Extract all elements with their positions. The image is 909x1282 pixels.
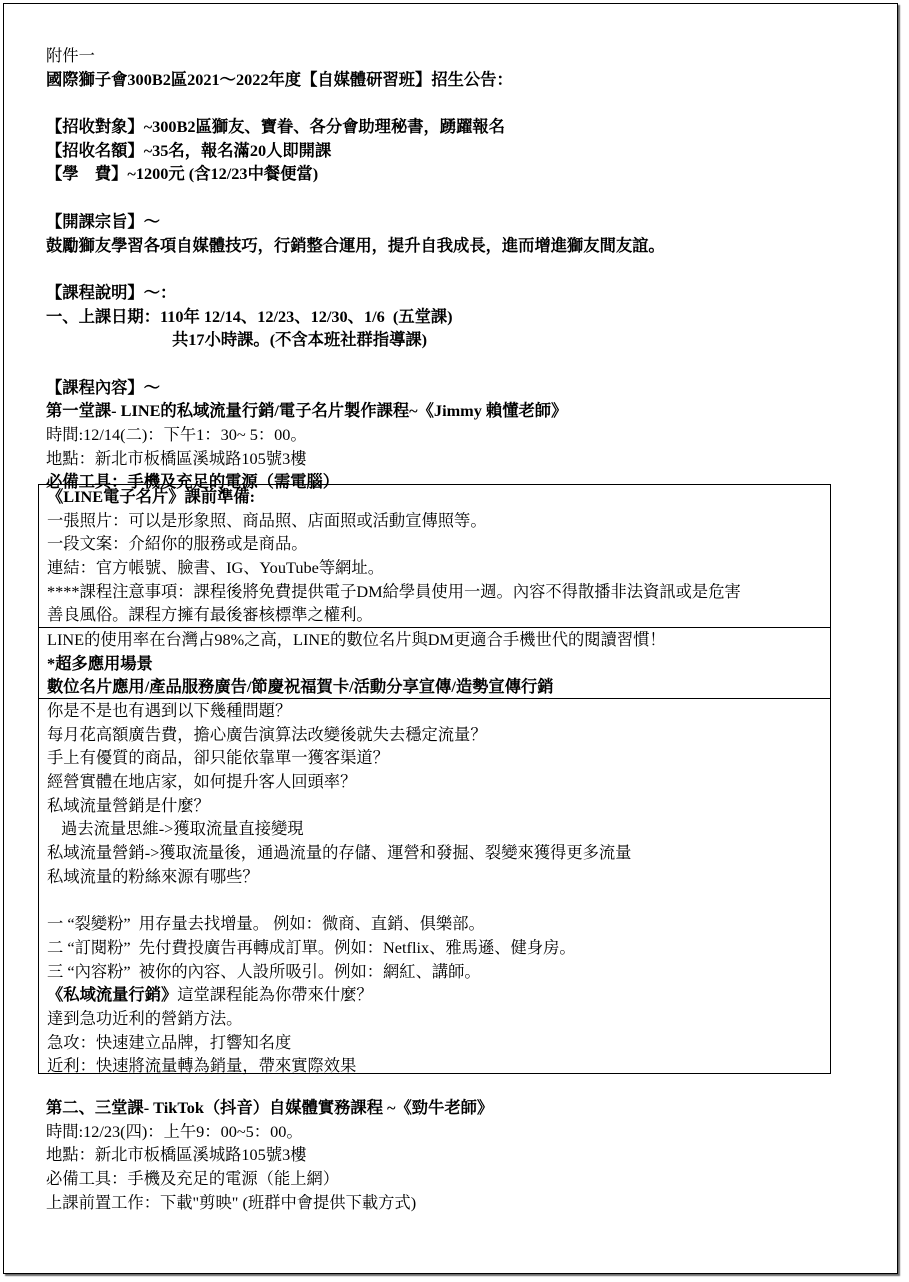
prep-item: 善良風俗。課程方擁有最後審核標準之權利。 — [47, 605, 373, 625]
problem-line-indented: 過去流量思維->獲取流量直接變現 — [61, 819, 304, 839]
problem-line: 你是不是也有遇到以下幾種問題？ — [47, 701, 292, 720]
prep-item: ****課程注意事項：課程後將免費提供電子DM給學員使用一週。內容不得散播非法資訊或是危害 — [47, 581, 741, 601]
fan-type-line: 三 “內容粉” 被你的內容、人設所吸引。例如：網紅、講師。 — [47, 961, 481, 981]
course-dates: 一、上課日期：110年 12/14、12/23、12/30、1/6 (五堂課) — [46, 306, 453, 326]
prep-item: 一張照片：可以是形象照、商品照、店面照或活動宣傳照等。 — [47, 510, 487, 530]
attachment-label: 附件一 — [46, 46, 95, 65]
course-info-heading: 【課程說明】～： — [46, 282, 177, 302]
lesson1-title: 第一堂課- LINE的私域流量行銷/電子名片製作課程~《Jimmy 賴懂老師》 — [46, 401, 568, 421]
lesson1-time: 時間:12/14(二)：下午1：30~ 5：00。 — [46, 425, 307, 444]
benefit-line: 近利：快速將流量轉為銷量，帶來實際效果 — [47, 1056, 357, 1076]
lesson2-title: 第二、三堂課- TikTok（抖音）自媒體實務課程 ~《勁牛老師》 — [46, 1098, 494, 1117]
prep-item: 一段文案：介紹你的服務或是商品。 — [47, 534, 308, 554]
problems-box — [38, 698, 831, 1074]
document-body — [46, 44, 836, 494]
fan-type-line: 一 “裂變粉” 用存量去找增量。 例如：微商、直銷、俱樂部。 — [47, 914, 485, 934]
benefit-rest: 這堂課程能為你帶來什麼？ — [177, 985, 373, 1005]
fan-type-line: 二 “訂閱粉” 先付費投廣告再轉成訂單。例如：Netflix、雅馬遜、健身房。 — [47, 937, 576, 957]
prep-box — [38, 484, 831, 628]
page-title: 國際獅子會300B2區2021～2022年度【自媒體研習班】招生公告： — [46, 69, 513, 89]
benefit-line: 急攻：快速建立品牌，打響知名度 — [47, 1032, 292, 1052]
benefit-question — [47, 983, 827, 1007]
problem-line: 每月花高額廣告費，擔心廣告演算法改變後就失去穩定流量？ — [47, 724, 487, 744]
benefit-line: 達到急功近利的營銷方法。 — [47, 1008, 243, 1028]
enroll-fee: 【學 費】~1200元 (含12/23中餐便當) — [46, 164, 319, 184]
prep-item: 連結：官方帳號、臉書、IG、YouTube等網址。 — [47, 558, 384, 578]
enroll-target: 【招收對象】~300B2區獅友、寶眷、各分會助理秘書，踴躍報名 — [46, 117, 505, 137]
lesson1-tools: 必備工具：手機及充足的電源（需電腦） — [46, 472, 340, 492]
purpose-text: 鼓勵獅友學習各項自媒體技巧，行銷整合運用，提升自我成長，進而增進獅友間友誼。 — [46, 235, 665, 255]
problem-line: 私域流量營銷->獲取流量後，通過流量的存儲、運營和發掘、裂變來獲得更多流量 — [47, 843, 632, 863]
enroll-quota: 【招收名額】~35名，報名滿20人即開課 — [46, 140, 332, 160]
problem-line: 私域流量營銷是什麼？ — [47, 795, 210, 815]
problem-line: 手上有優質的商品，卻只能依靠單一獲客渠道？ — [47, 748, 389, 768]
content-heading: 【課程內容】～ — [46, 377, 160, 397]
lesson2-section — [46, 1096, 836, 1214]
benefit-bold: 《私域流量行銷》 — [47, 985, 178, 1005]
lesson1-place: 地點：新北市板橋區溪城路105號3樓 — [46, 448, 307, 468]
lesson2-prep: 上課前置工作：下載"剪映" (班群中會提供下載方式) — [46, 1192, 417, 1212]
course-hours: 共17小時課。(不含本班社群指導課) — [172, 330, 428, 350]
usage-line: 數位名片應用/產品服務廣告/節慶祝福賀卡/活動分享宣傳/造勢宣傳行銷 — [47, 677, 554, 697]
prep-heading: 《LINE電子名片》課前準備: — [47, 487, 256, 506]
usage-box — [38, 627, 831, 699]
purpose-heading: 【開課宗旨】～ — [46, 211, 160, 231]
lesson2-time: 時間:12/23(四)：上午9：00~5：00。 — [46, 1121, 303, 1141]
problem-line: 私域流量的粉絲來源有哪些？ — [47, 866, 259, 886]
lesson2-tools: 必備工具：手機及充足的電源（能上網） — [46, 1169, 340, 1189]
usage-line: LINE的使用率在台灣占98%之高，LINE的數位名片與DM更適合手機世代的閱讀習慣！ — [47, 630, 666, 649]
lesson2-place: 地點：新北市板橋區溪城路105號3樓 — [46, 1145, 307, 1165]
usage-line: *超多應用場景 — [47, 653, 153, 673]
problem-line: 經營實體在地店家，如何提升客人回頭率？ — [47, 772, 357, 792]
